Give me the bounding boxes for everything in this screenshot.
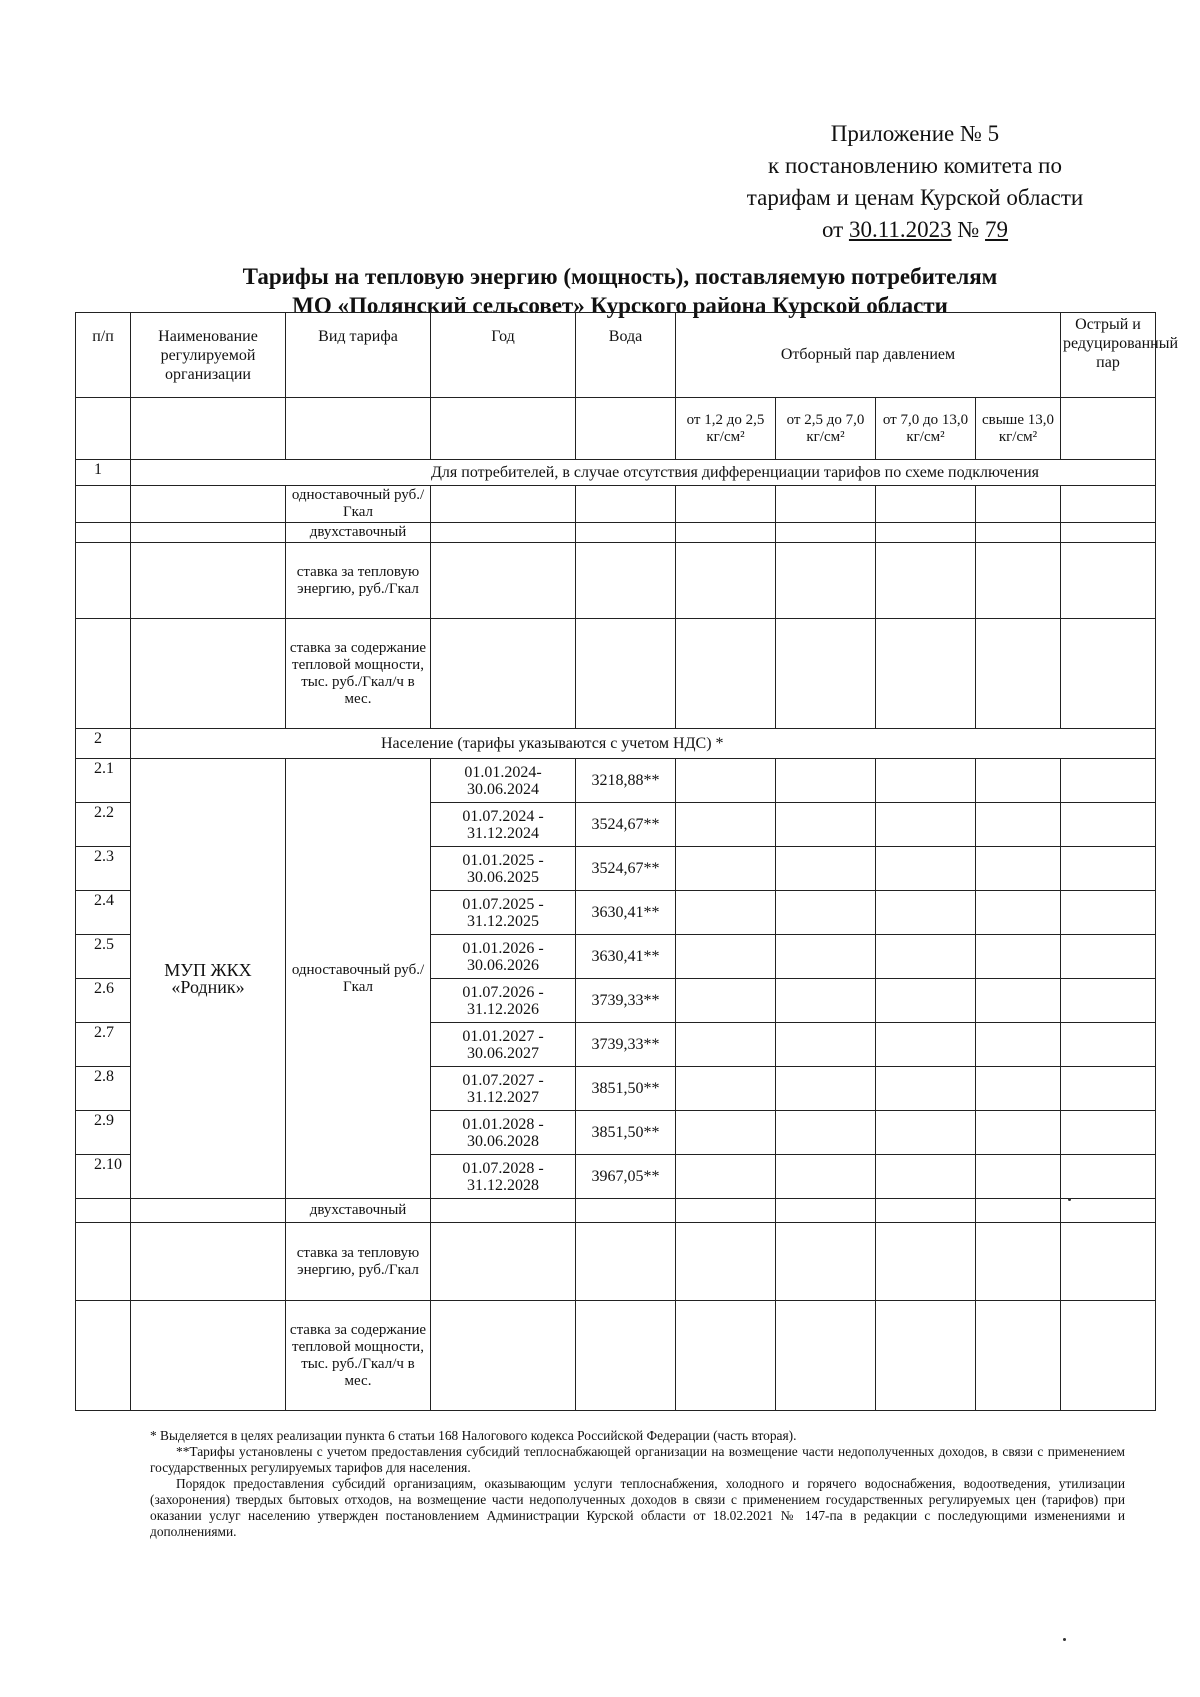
- section-1-label: Для потребителей, в случае отсутствия дифференциации тарифов по схеме подключения: [131, 460, 1156, 486]
- empty-cell: [976, 1155, 1061, 1199]
- header-sharp-steam: Острый и редуцированный пар: [1061, 313, 1156, 398]
- tariff-capacity-rate: ставка за содержание тепловой мощности, тыс. руб./Гкал/ч в мес.: [286, 619, 431, 729]
- empty-cell: [1061, 1111, 1156, 1155]
- population-rows: [76, 759, 1156, 1199]
- period-cell: 01.01.2025 - 30.06.2025: [431, 847, 576, 891]
- header-steam: Отборный пар давлением: [676, 313, 1061, 398]
- tariff-capacity-rate-2: ставка за содержание тепловой мощности, тыс. руб./Гкал/ч в мес.: [286, 1301, 431, 1411]
- number-prefix: №: [957, 217, 980, 242]
- header-tariff-type: Вид тарифа: [286, 313, 431, 398]
- row-number: 2.9: [76, 1111, 131, 1155]
- appendix-title: Приложение № 5: [830, 121, 1000, 146]
- water-tariff-cell: 3739,33**: [576, 1023, 676, 1067]
- appendix-line2: к постановлению комитета по: [768, 153, 1062, 178]
- empty-cell: [976, 891, 1061, 935]
- header-row-1: [76, 313, 1156, 398]
- header-pressure-2: от 2,5 до 7,0 кг/см²: [776, 398, 876, 460]
- empty-cell: [776, 759, 876, 803]
- period-cell: 01.01.2024- 30.06.2024: [431, 759, 576, 803]
- header-pressure-1: от 1,2 до 2,5 кг/см²: [676, 398, 776, 460]
- table-row: [76, 759, 1156, 803]
- header-water: Вода: [576, 313, 676, 398]
- header-org: Наименование регулируемой организации: [131, 313, 286, 398]
- period-cell: 01.01.2028 - 30.06.2028: [431, 1111, 576, 1155]
- tariff-energy-rate: ставка за тепловую энергию, руб./Гкал: [286, 543, 431, 619]
- tariff-energy-rate-2: ставка за тепловую энергию, руб./Гкал: [286, 1223, 431, 1301]
- empty-cell: [676, 1023, 776, 1067]
- resolution-date: 30.11.2023: [848, 217, 952, 242]
- period-cell: 01.07.2024 - 31.12.2024: [431, 803, 576, 847]
- empty-cell: [976, 759, 1061, 803]
- water-tariff-cell: 3630,41**: [576, 935, 676, 979]
- tariff-one-rate-2: одноставочный руб./Гкал: [286, 759, 431, 1199]
- header-year: Год: [431, 313, 576, 398]
- appendix-block: [720, 118, 1110, 246]
- empty-cell: [676, 979, 776, 1023]
- footnote-1: * Выделяется в целях реализации пункта 6 статьи 168 Налогового кодекса Российской Федерации (часть вторая).: [150, 1428, 797, 1443]
- table-row: [76, 543, 1156, 619]
- organization-name: МУП ЖКХ «Родник»: [131, 759, 286, 1199]
- empty-cell: [776, 803, 876, 847]
- row-number: 2.4: [76, 891, 131, 935]
- tariff-table: [75, 312, 1179, 1411]
- table-row: [76, 1223, 1156, 1301]
- empty-cell: [776, 891, 876, 935]
- row-number: 2.3: [76, 847, 131, 891]
- period-cell: 01.01.2026 - 30.06.2026: [431, 935, 576, 979]
- section-1-row: [76, 460, 1156, 486]
- header-pp: п/п: [76, 313, 131, 398]
- empty-cell: [776, 847, 876, 891]
- table-row: [76, 486, 1156, 523]
- empty-cell: [1061, 1067, 1156, 1111]
- footnotes: [150, 1428, 1125, 1540]
- empty-cell: [876, 847, 976, 891]
- row-number: 2.7: [76, 1023, 131, 1067]
- water-tariff-cell: 3851,50**: [576, 1067, 676, 1111]
- empty-cell: [876, 1023, 976, 1067]
- period-cell: 01.07.2026 - 31.12.2026: [431, 979, 576, 1023]
- row-number: 2.10: [76, 1155, 131, 1199]
- scan-speck: [1068, 1198, 1071, 1201]
- empty-cell: [1061, 1155, 1156, 1199]
- water-tariff-cell: 3630,41**: [576, 891, 676, 935]
- table-row: [76, 523, 1156, 543]
- empty-cell: [776, 1023, 876, 1067]
- section-2-row: [76, 729, 1156, 759]
- water-tariff-cell: 3851,50**: [576, 1111, 676, 1155]
- tariff-two-rate: двухставочный: [286, 523, 431, 543]
- empty-cell: [1061, 847, 1156, 891]
- empty-cell: [976, 935, 1061, 979]
- empty-cell: [676, 1155, 776, 1199]
- row-number: 2.5: [76, 935, 131, 979]
- row-number: 2.1: [76, 759, 131, 803]
- empty-cell: [776, 1111, 876, 1155]
- empty-cell: [776, 1155, 876, 1199]
- empty-cell: [876, 1067, 976, 1111]
- appendix-line3: тарифам и ценам Курской области: [746, 185, 1084, 210]
- empty-cell: [776, 935, 876, 979]
- empty-cell: [876, 1155, 976, 1199]
- footnote-3: Порядок предоставления субсидий организациям, оказывающим услуги теплоснабжения, холодного и горячего водоснабжения, водоотведения, утилизации (захоронения) твердых бытовых отходов, на возмещение части недополученных доходов в связи с применением государственных регулируемых цен (тарифов) при оказании услуг населению утвержден постановлением Администрации Курской области от 18.02.2021 № 147-па в редакции с последующими изменениями и дополнениями.: [150, 1476, 1125, 1539]
- empty-cell: [676, 1067, 776, 1111]
- header-pressure-4: свыше 13,0 кг/см²: [976, 398, 1061, 460]
- table-row: [76, 1301, 1156, 1411]
- empty-cell: [1061, 759, 1156, 803]
- empty-cell: [776, 979, 876, 1023]
- scan-speck: [1063, 1638, 1066, 1641]
- water-tariff-cell: 3739,33**: [576, 979, 676, 1023]
- date-prefix: от: [821, 217, 844, 242]
- period-cell: 01.01.2027 - 30.06.2027: [431, 1023, 576, 1067]
- empty-cell: [676, 803, 776, 847]
- period-cell: 01.07.2025 - 31.12.2025: [431, 891, 576, 935]
- tariff-two-rate-2: двухставочный: [286, 1199, 431, 1223]
- header-pressure-3: от 7,0 до 13,0 кг/см²: [876, 398, 976, 460]
- empty-cell: [876, 1111, 976, 1155]
- empty-cell: [976, 847, 1061, 891]
- empty-cell: [876, 935, 976, 979]
- empty-cell: [876, 803, 976, 847]
- section-1-number: 1: [76, 460, 131, 486]
- empty-cell: [1061, 935, 1156, 979]
- water-tariff-cell: 3218,88**: [576, 759, 676, 803]
- row-number: 2.2: [76, 803, 131, 847]
- empty-cell: [976, 803, 1061, 847]
- empty-cell: [976, 1023, 1061, 1067]
- empty-cell: [676, 847, 776, 891]
- empty-cell: [876, 979, 976, 1023]
- empty-cell: [1061, 1023, 1156, 1067]
- footnote-2: **Тарифы установлены с учетом предоставления субсидий теплоснабжающей организации на возмещение части недополученных доходов, в связи с применением государственных регулируемых тарифов для населения.: [150, 1444, 1125, 1475]
- tariff-one-rate: одноставочный руб./Гкал: [286, 486, 431, 523]
- empty-cell: [676, 891, 776, 935]
- table-row: [76, 619, 1156, 729]
- empty-cell: [976, 1111, 1061, 1155]
- empty-cell: [676, 759, 776, 803]
- empty-cell: [976, 1067, 1061, 1111]
- section-2-label: Население (тарифы указываются с учетом НДС) *: [131, 729, 1156, 759]
- empty-cell: [876, 891, 976, 935]
- period-cell: 01.07.2027 - 31.12.2027: [431, 1067, 576, 1111]
- empty-cell: [776, 1067, 876, 1111]
- water-tariff-cell: 3524,67**: [576, 803, 676, 847]
- empty-cell: [1061, 803, 1156, 847]
- row-number: 2.6: [76, 979, 131, 1023]
- header-row-2: [76, 398, 1156, 460]
- row-number: 2.8: [76, 1067, 131, 1111]
- empty-cell: [676, 935, 776, 979]
- empty-cell: [1061, 891, 1156, 935]
- appendix-date-line: [720, 214, 1110, 246]
- section-2-number: 2: [76, 729, 131, 759]
- water-tariff-cell: 3967,05**: [576, 1155, 676, 1199]
- empty-cell: [976, 979, 1061, 1023]
- table-row: [76, 1199, 1156, 1223]
- title-line-1: Тарифы на тепловую энергию (мощность), поставляемую потребителям: [242, 264, 998, 289]
- water-tariff-cell: 3524,67**: [576, 847, 676, 891]
- empty-cell: [676, 1111, 776, 1155]
- period-cell: 01.07.2028 - 31.12.2028: [431, 1155, 576, 1199]
- title-line-2: МО «Полянский сельсовет» Курского района Курской области: [292, 293, 948, 318]
- empty-cell: [1061, 979, 1156, 1023]
- empty-cell: [876, 759, 976, 803]
- resolution-number: 79: [985, 217, 1009, 242]
